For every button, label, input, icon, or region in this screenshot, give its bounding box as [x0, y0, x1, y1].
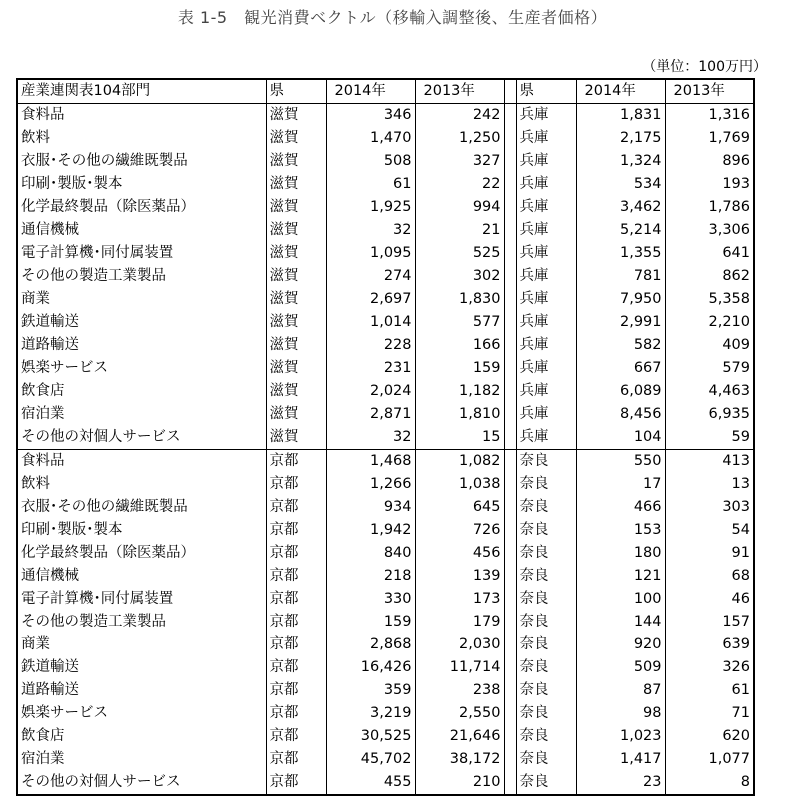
- prefecture-cell-right: 奈良: [516, 541, 576, 564]
- prefecture-cell-right: 兵庫: [516, 334, 576, 357]
- value-2013-right: 639: [665, 633, 754, 656]
- value-2014-left: 32: [326, 219, 415, 242]
- prefecture-cell-left: 京都: [266, 725, 326, 748]
- value-2014-right: 509: [576, 656, 665, 679]
- value-2014-right: 6,089: [576, 380, 665, 403]
- sector-cell: 印刷･製版･製本: [17, 518, 266, 541]
- table-row: [17, 127, 754, 150]
- prefecture-cell-right: 奈良: [516, 748, 576, 771]
- value-2013-right: 413: [665, 449, 754, 472]
- column-gap: [504, 472, 516, 495]
- sector-cell: 宿泊業: [17, 403, 266, 426]
- value-2014-left: 1,266: [326, 472, 415, 495]
- column-gap: [504, 219, 516, 242]
- value-2013-right: 61: [665, 679, 754, 702]
- value-2014-right: 1,324: [576, 150, 665, 173]
- value-2014-right: 3,462: [576, 196, 665, 219]
- value-2014-right: 153: [576, 518, 665, 541]
- table-row: [17, 196, 754, 219]
- value-2013-left: 166: [415, 334, 504, 357]
- value-2013-right: 1,786: [665, 196, 754, 219]
- column-gap: [504, 103, 516, 126]
- value-2013-left: 22: [415, 173, 504, 196]
- table-row: [17, 610, 754, 633]
- value-2014-left: 30,525: [326, 725, 415, 748]
- value-2014-right: 2,175: [576, 127, 665, 150]
- prefecture-cell-right: 奈良: [516, 725, 576, 748]
- prefecture-cell-left: 滋賀: [266, 127, 326, 150]
- prefecture-cell-left: 滋賀: [266, 426, 326, 449]
- value-2014-right: 7,950: [576, 288, 665, 311]
- column-gap: [504, 426, 516, 449]
- value-2013-right: 409: [665, 334, 754, 357]
- prefecture-cell-left: 京都: [266, 656, 326, 679]
- column-gap: [504, 679, 516, 702]
- table-row: [17, 380, 754, 403]
- prefecture-cell-right: 奈良: [516, 472, 576, 495]
- value-2014-right: 100: [576, 587, 665, 610]
- prefecture-cell-left: 京都: [266, 679, 326, 702]
- column-gap: [504, 403, 516, 426]
- value-2013-right: 862: [665, 265, 754, 288]
- header-2013-right: 2013年: [665, 79, 754, 103]
- sector-cell: 道路輸送: [17, 679, 266, 702]
- prefecture-cell-left: 滋賀: [266, 196, 326, 219]
- prefecture-cell-right: 兵庫: [516, 380, 576, 403]
- value-2014-left: 455: [326, 771, 415, 795]
- value-2013-right: 5,358: [665, 288, 754, 311]
- value-2013-right: 68: [665, 564, 754, 587]
- value-2013-right: 8: [665, 771, 754, 795]
- table-row: [17, 103, 754, 126]
- column-gap: [504, 541, 516, 564]
- column-gap: [504, 610, 516, 633]
- prefecture-cell-right: 兵庫: [516, 173, 576, 196]
- table-row: [17, 449, 754, 472]
- prefecture-cell-right: 兵庫: [516, 426, 576, 449]
- value-2014-right: 104: [576, 426, 665, 449]
- value-2013-left: 2,030: [415, 633, 504, 656]
- value-2013-left: 242: [415, 103, 504, 126]
- table-row: [17, 311, 754, 334]
- value-2014-right: 5,214: [576, 219, 665, 242]
- table-row: [17, 679, 754, 702]
- prefecture-cell-left: 滋賀: [266, 357, 326, 380]
- value-2013-right: 641: [665, 242, 754, 265]
- prefecture-cell-right: 奈良: [516, 518, 576, 541]
- column-gap: [504, 242, 516, 265]
- sector-cell: 道路輸送: [17, 334, 266, 357]
- table-row: [17, 495, 754, 518]
- prefecture-cell-right: 奈良: [516, 564, 576, 587]
- prefecture-cell-left: 京都: [266, 610, 326, 633]
- value-2014-right: 87: [576, 679, 665, 702]
- prefecture-cell-right: 奈良: [516, 610, 576, 633]
- table-row: [17, 725, 754, 748]
- value-2013-right: 59: [665, 426, 754, 449]
- column-gap: [504, 288, 516, 311]
- table-row: [17, 472, 754, 495]
- value-2014-left: 840: [326, 541, 415, 564]
- table-row: [17, 173, 754, 196]
- value-2014-left: 2,871: [326, 403, 415, 426]
- header-sector: 産業連関表104部門: [17, 79, 266, 103]
- value-2014-right: 8,456: [576, 403, 665, 426]
- prefecture-cell-right: 兵庫: [516, 219, 576, 242]
- value-2014-left: 359: [326, 679, 415, 702]
- value-2013-left: 38,172: [415, 748, 504, 771]
- value-2013-right: 193: [665, 173, 754, 196]
- column-gap: [504, 79, 516, 103]
- value-2013-left: 21,646: [415, 725, 504, 748]
- column-gap: [504, 150, 516, 173]
- sector-cell: 飲食店: [17, 725, 266, 748]
- header-2014-right: 2014年: [576, 79, 665, 103]
- value-2013-left: 11,714: [415, 656, 504, 679]
- table-row: [17, 564, 754, 587]
- value-2013-left: 2,550: [415, 702, 504, 725]
- prefecture-cell-right: 兵庫: [516, 242, 576, 265]
- prefecture-cell-left: 京都: [266, 748, 326, 771]
- value-2013-left: 210: [415, 771, 504, 795]
- value-2014-left: 159: [326, 610, 415, 633]
- sector-cell: 鉄道輸送: [17, 656, 266, 679]
- sector-cell: 商業: [17, 633, 266, 656]
- column-gap: [504, 587, 516, 610]
- value-2013-left: 1,082: [415, 449, 504, 472]
- value-2014-right: 1,417: [576, 748, 665, 771]
- column-gap: [504, 311, 516, 334]
- prefecture-cell-right: 兵庫: [516, 288, 576, 311]
- value-2013-left: 994: [415, 196, 504, 219]
- prefecture-cell-left: 滋賀: [266, 311, 326, 334]
- value-2013-left: 1,250: [415, 127, 504, 150]
- prefecture-cell-right: 兵庫: [516, 265, 576, 288]
- table-row: [17, 403, 754, 426]
- value-2013-right: 1,077: [665, 748, 754, 771]
- value-2013-left: 173: [415, 587, 504, 610]
- value-2014-left: 274: [326, 265, 415, 288]
- value-2013-left: 1,182: [415, 380, 504, 403]
- value-2013-left: 302: [415, 265, 504, 288]
- prefecture-cell-right: 兵庫: [516, 127, 576, 150]
- value-2013-left: 456: [415, 541, 504, 564]
- value-2013-right: 46: [665, 587, 754, 610]
- value-2013-left: 1,038: [415, 472, 504, 495]
- prefecture-cell-left: 京都: [266, 633, 326, 656]
- value-2014-left: 32: [326, 426, 415, 449]
- value-2013-right: 620: [665, 725, 754, 748]
- column-gap: [504, 771, 516, 795]
- value-2014-right: 2,991: [576, 311, 665, 334]
- table-row: [17, 587, 754, 610]
- value-2013-left: 1,830: [415, 288, 504, 311]
- table-row: [17, 518, 754, 541]
- table-row: [17, 265, 754, 288]
- value-2014-left: 2,024: [326, 380, 415, 403]
- table-row: [17, 633, 754, 656]
- table-row: [17, 219, 754, 242]
- value-2013-right: 326: [665, 656, 754, 679]
- prefecture-cell-left: 滋賀: [266, 380, 326, 403]
- prefecture-cell-right: 兵庫: [516, 150, 576, 173]
- value-2013-right: 4,463: [665, 380, 754, 403]
- value-2014-right: 920: [576, 633, 665, 656]
- value-2013-left: 525: [415, 242, 504, 265]
- prefecture-cell-left: 滋賀: [266, 288, 326, 311]
- prefecture-cell-left: 滋賀: [266, 403, 326, 426]
- sector-cell: 食料品: [17, 103, 266, 126]
- prefecture-cell-right: 奈良: [516, 587, 576, 610]
- value-2014-left: 1,470: [326, 127, 415, 150]
- value-2014-left: 330: [326, 587, 415, 610]
- column-gap: [504, 564, 516, 587]
- sector-cell: 電子計算機･同付属装置: [17, 587, 266, 610]
- column-gap: [504, 334, 516, 357]
- prefecture-cell-left: 滋賀: [266, 334, 326, 357]
- header-pref-right: 県: [516, 79, 576, 103]
- sector-cell: その他の製造工業製品: [17, 610, 266, 633]
- prefecture-cell-left: 滋賀: [266, 103, 326, 126]
- column-gap: [504, 725, 516, 748]
- value-2013-left: 645: [415, 495, 504, 518]
- table-row: [17, 656, 754, 679]
- value-2013-left: 238: [415, 679, 504, 702]
- table-title: 表 1-5 観光消費ベクトル（移輸入調整後、生産者価格）: [177, 8, 608, 27]
- sector-cell: 宿泊業: [17, 748, 266, 771]
- value-2013-right: 3,306: [665, 219, 754, 242]
- value-2013-left: 577: [415, 311, 504, 334]
- value-2014-left: 61: [326, 173, 415, 196]
- prefecture-cell-right: 奈良: [516, 679, 576, 702]
- column-gap: [504, 449, 516, 472]
- table-row: [17, 150, 754, 173]
- value-2014-right: 550: [576, 449, 665, 472]
- value-2014-left: 45,702: [326, 748, 415, 771]
- prefecture-cell-right: 兵庫: [516, 103, 576, 126]
- value-2014-left: 228: [326, 334, 415, 357]
- prefecture-cell-left: 京都: [266, 587, 326, 610]
- prefecture-cell-right: 奈良: [516, 771, 576, 795]
- value-2013-left: 139: [415, 564, 504, 587]
- prefecture-cell-right: 奈良: [516, 449, 576, 472]
- prefecture-cell-left: 京都: [266, 449, 326, 472]
- value-2014-right: 466: [576, 495, 665, 518]
- sector-cell: 飲料: [17, 127, 266, 150]
- value-2014-right: 1,355: [576, 242, 665, 265]
- column-gap: [504, 173, 516, 196]
- table-row: [17, 426, 754, 449]
- sector-cell: 食料品: [17, 449, 266, 472]
- sector-cell: 化学最終製品（除医薬品）: [17, 196, 266, 219]
- value-2013-right: 1,769: [665, 127, 754, 150]
- table-row: [17, 357, 754, 380]
- value-2013-right: 1,316: [665, 103, 754, 126]
- sector-cell: 飲料: [17, 472, 266, 495]
- sector-cell: 飲食店: [17, 380, 266, 403]
- value-2014-left: 1,925: [326, 196, 415, 219]
- header-2014-left: 2014年: [326, 79, 415, 103]
- value-2013-right: 2,210: [665, 311, 754, 334]
- table-row: [17, 748, 754, 771]
- value-2014-right: 1,023: [576, 725, 665, 748]
- table-row: [17, 541, 754, 564]
- value-2014-right: 121: [576, 564, 665, 587]
- table-row: [17, 702, 754, 725]
- column-gap: [504, 127, 516, 150]
- value-2013-right: 54: [665, 518, 754, 541]
- column-gap: [504, 518, 516, 541]
- prefecture-cell-right: 兵庫: [516, 311, 576, 334]
- prefecture-cell-right: 奈良: [516, 633, 576, 656]
- prefecture-cell-left: 京都: [266, 564, 326, 587]
- value-2013-left: 21: [415, 219, 504, 242]
- sector-cell: 通信機械: [17, 219, 266, 242]
- prefecture-cell-left: 京都: [266, 541, 326, 564]
- value-2014-left: 1,095: [326, 242, 415, 265]
- sector-cell: その他の対個人サービス: [17, 426, 266, 449]
- value-2013-left: 159: [415, 357, 504, 380]
- header-2013-left: 2013年: [415, 79, 504, 103]
- value-2014-left: 2,697: [326, 288, 415, 311]
- prefecture-cell-right: 奈良: [516, 656, 576, 679]
- value-2014-left: 3,219: [326, 702, 415, 725]
- prefecture-cell-right: 兵庫: [516, 403, 576, 426]
- value-2014-left: 218: [326, 564, 415, 587]
- value-2014-right: 144: [576, 610, 665, 633]
- value-2014-left: 1,942: [326, 518, 415, 541]
- value-2014-left: 2,868: [326, 633, 415, 656]
- table-row: [17, 771, 754, 795]
- value-2013-right: 157: [665, 610, 754, 633]
- value-2014-right: 98: [576, 702, 665, 725]
- table-row: [17, 334, 754, 357]
- column-gap: [504, 748, 516, 771]
- column-gap: [504, 633, 516, 656]
- value-2014-left: 1,014: [326, 311, 415, 334]
- value-2014-left: 346: [326, 103, 415, 126]
- prefecture-cell-right: 奈良: [516, 495, 576, 518]
- prefecture-cell-left: 京都: [266, 771, 326, 795]
- sector-cell: その他の製造工業製品: [17, 265, 266, 288]
- column-gap: [504, 357, 516, 380]
- value-2014-right: 667: [576, 357, 665, 380]
- prefecture-cell-right: 兵庫: [516, 357, 576, 380]
- value-2013-right: 579: [665, 357, 754, 380]
- table-row: [17, 288, 754, 311]
- prefecture-cell-left: 京都: [266, 472, 326, 495]
- value-2014-right: 1,831: [576, 103, 665, 126]
- value-2013-right: 71: [665, 702, 754, 725]
- prefecture-cell-left: 滋賀: [266, 265, 326, 288]
- value-2014-right: 23: [576, 771, 665, 795]
- sector-cell: 電子計算機･同付属装置: [17, 242, 266, 265]
- value-2013-right: 91: [665, 541, 754, 564]
- prefecture-cell-right: 兵庫: [516, 196, 576, 219]
- unit-label: （単位：100万円）: [642, 59, 767, 75]
- sector-cell: 娯楽サービス: [17, 357, 266, 380]
- table-row: [17, 242, 754, 265]
- value-2014-right: 17: [576, 472, 665, 495]
- tourism-consumption-table: [16, 78, 755, 796]
- value-2013-left: 327: [415, 150, 504, 173]
- column-gap: [504, 265, 516, 288]
- value-2013-right: 303: [665, 495, 754, 518]
- sector-cell: 通信機械: [17, 564, 266, 587]
- column-gap: [504, 380, 516, 403]
- value-2014-left: 16,426: [326, 656, 415, 679]
- sector-cell: 娯楽サービス: [17, 702, 266, 725]
- sector-cell: 鉄道輸送: [17, 311, 266, 334]
- prefecture-cell-left: 滋賀: [266, 219, 326, 242]
- value-2014-right: 534: [576, 173, 665, 196]
- value-2014-right: 582: [576, 334, 665, 357]
- value-2014-left: 508: [326, 150, 415, 173]
- value-2014-left: 231: [326, 357, 415, 380]
- value-2014-left: 934: [326, 495, 415, 518]
- prefecture-cell-right: 奈良: [516, 702, 576, 725]
- column-gap: [504, 702, 516, 725]
- sector-cell: 衣服･その他の繊維既製品: [17, 150, 266, 173]
- value-2013-right: 13: [665, 472, 754, 495]
- header-row: [17, 79, 754, 103]
- value-2014-left: 1,468: [326, 449, 415, 472]
- value-2013-left: 1,810: [415, 403, 504, 426]
- value-2013-right: 896: [665, 150, 754, 173]
- value-2014-right: 781: [576, 265, 665, 288]
- value-2013-left: 726: [415, 518, 504, 541]
- column-gap: [504, 196, 516, 219]
- column-gap: [504, 495, 516, 518]
- value-2013-left: 179: [415, 610, 504, 633]
- sector-cell: 商業: [17, 288, 266, 311]
- prefecture-cell-left: 京都: [266, 518, 326, 541]
- sector-cell: 化学最終製品（除医薬品）: [17, 541, 266, 564]
- sector-cell: その他の対個人サービス: [17, 771, 266, 795]
- sector-cell: 衣服･その他の繊維既製品: [17, 495, 266, 518]
- prefecture-cell-left: 京都: [266, 702, 326, 725]
- value-2014-right: 180: [576, 541, 665, 564]
- prefecture-cell-left: 滋賀: [266, 150, 326, 173]
- prefecture-cell-left: 滋賀: [266, 242, 326, 265]
- sector-cell: 印刷･製版･製本: [17, 173, 266, 196]
- prefecture-cell-left: 京都: [266, 495, 326, 518]
- value-2013-right: 6,935: [665, 403, 754, 426]
- prefecture-cell-left: 滋賀: [266, 173, 326, 196]
- header-pref-left: 県: [266, 79, 326, 103]
- column-gap: [504, 656, 516, 679]
- value-2013-left: 15: [415, 426, 504, 449]
